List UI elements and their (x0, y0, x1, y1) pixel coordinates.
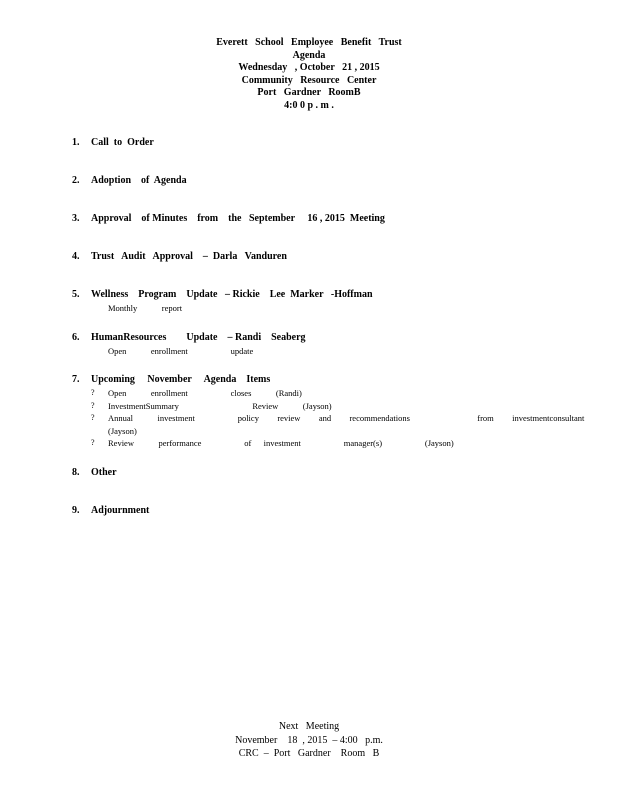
agenda-item-label: Wellness Program Update – Rickie Lee Marker -Hoffman (91, 289, 373, 300)
agenda-item (72, 373, 592, 450)
agenda-item-label: Adjournment (91, 504, 150, 516)
agenda-subitem-text: Review performance of investment manager(s) (Jayson) (108, 438, 454, 448)
agenda-subitem (91, 437, 592, 450)
bullet-icon: ? (91, 400, 95, 410)
agenda-item-row (72, 136, 592, 150)
agenda-subitems (91, 302, 592, 315)
agenda-subitem-text: InvestmentSummary Review (Jayson) (108, 400, 332, 411)
agenda-item-number: 2. (72, 175, 80, 186)
meeting-date: Wednesday , October 21 , 2015 (238, 62, 380, 73)
agenda-item-row (72, 212, 592, 226)
agenda-subitem-text: Monthly report (108, 303, 183, 313)
agenda-subitem-text: Annual investment policy review and recommendations from investmentconsultant (Jayson) (108, 413, 585, 436)
agenda-item-label: HumanResources Update – Randi Seaberg (91, 331, 306, 343)
agenda-subitems (91, 345, 592, 358)
agenda-item-number: 5. (72, 289, 80, 300)
meeting-room: Port Gardner RoomB (257, 87, 361, 98)
agenda-item-label: Other (91, 466, 117, 478)
org-name: Everett School Employee Benefit Trust (216, 37, 402, 48)
agenda-subitem-text: Open enrollment closes (Randi) (108, 388, 302, 398)
bullet-icon (91, 302, 108, 315)
bullet-icon: ? (91, 413, 95, 422)
agenda-item-number: 3. (72, 213, 80, 224)
agenda-item-number: 9. (72, 504, 80, 516)
meeting-venue: Community Resource Center (241, 74, 377, 86)
document-title: Agenda (292, 49, 326, 61)
agenda-item-row (72, 504, 592, 518)
bullet-icon: ? (91, 438, 95, 447)
agenda-item-row (72, 331, 592, 345)
agenda-item-number: 4. (72, 251, 80, 262)
meeting-time: 4:0 0 p . m . (284, 99, 334, 111)
agenda-item (72, 212, 592, 226)
agenda-subitem (91, 412, 592, 437)
agenda-item (72, 466, 592, 480)
agenda-item-number: 6. (72, 331, 80, 343)
agenda-item-row (72, 174, 592, 188)
agenda-item (72, 174, 592, 188)
agenda-item-label: Call to Order (91, 137, 154, 148)
agenda-header (0, 37, 618, 112)
agenda-item (72, 504, 592, 518)
agenda-subitems (91, 387, 592, 450)
agenda-item (72, 250, 592, 264)
agenda-item (72, 288, 592, 315)
agenda-item (72, 331, 592, 358)
agenda-subitem (91, 400, 592, 413)
agenda-item-row (72, 288, 592, 302)
next-meeting-location: CRC – Port Gardner Room B (238, 748, 380, 759)
agenda-item-label: Trust Audit Approval – Darla Vanduren (91, 251, 287, 262)
next-meeting-footer (0, 720, 618, 761)
agenda-item-row (72, 373, 592, 387)
agenda-list (72, 136, 592, 518)
agenda-item-number: 7. (72, 374, 80, 385)
agenda-item-label: Upcoming November Agenda Items (91, 374, 271, 385)
agenda-item-number: 8. (72, 466, 80, 478)
agenda-item-label: Approval of Minutes from the September 16 , 2015 Meeting (91, 213, 385, 224)
agenda-item-row (72, 466, 592, 480)
bullet-icon (91, 345, 108, 358)
agenda-subitem-text: Open enrollment update (108, 345, 254, 356)
agenda-subitem (91, 345, 592, 358)
agenda-item (72, 136, 592, 150)
bullet-icon: ? (91, 388, 95, 397)
next-meeting-date: November 18 , 2015 – 4:00 p.m. (235, 734, 383, 746)
agenda-item-label: Adoption of Agenda (91, 175, 187, 186)
agenda-item-number: 1. (72, 137, 80, 148)
agenda-item-row (72, 250, 592, 264)
agenda-subitem (91, 387, 592, 400)
next-meeting-heading: Next Meeting (278, 721, 340, 732)
agenda-subitem (91, 302, 592, 315)
